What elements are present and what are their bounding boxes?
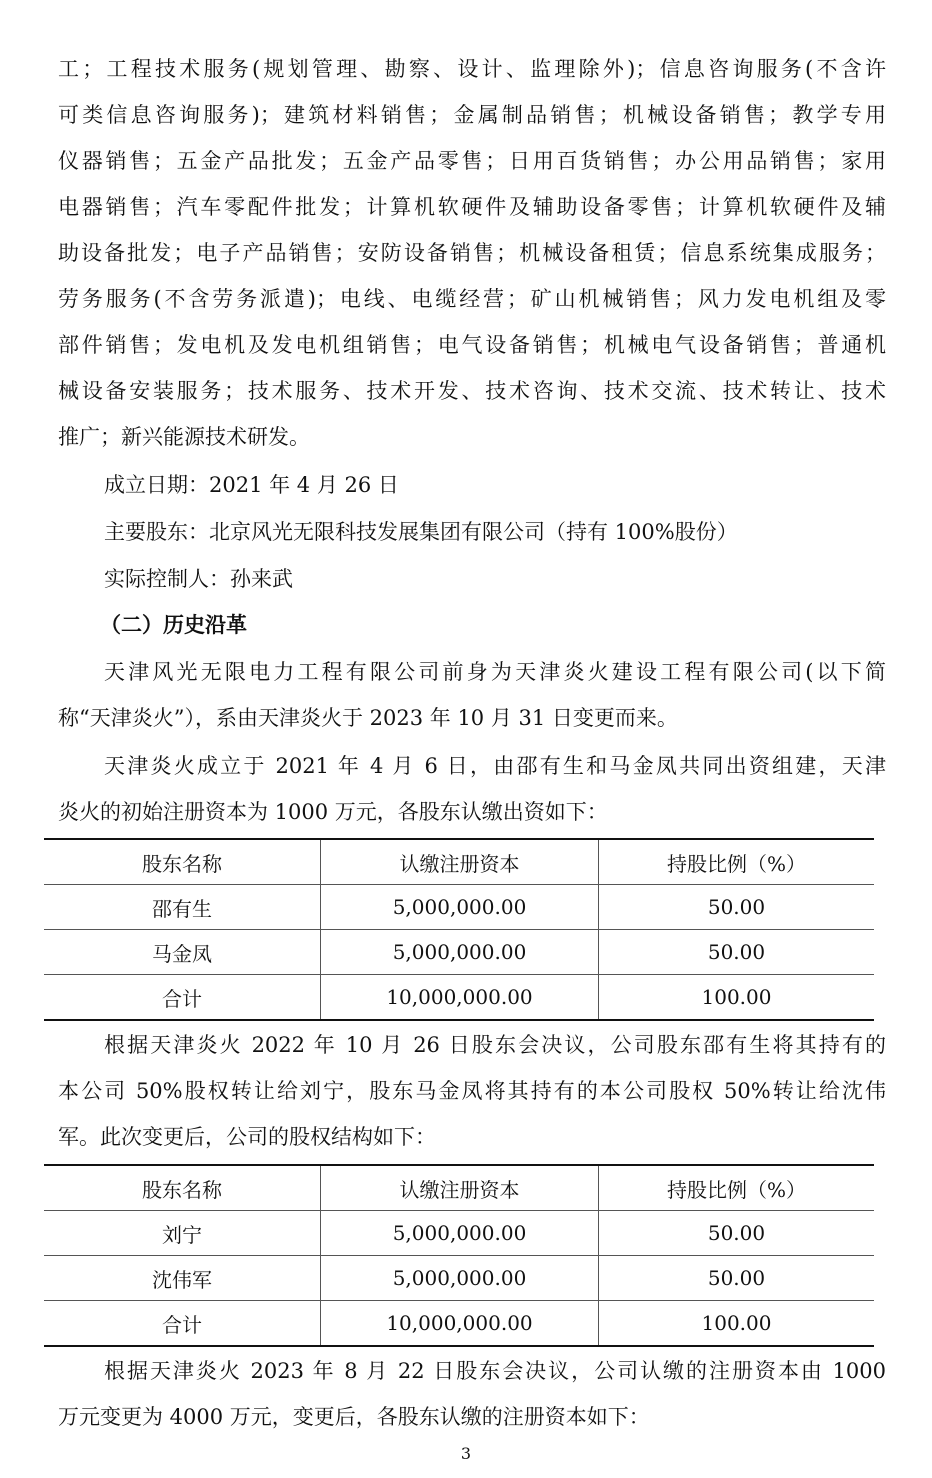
table-row [44, 930, 874, 975]
table-cell: 50.00 [599, 930, 875, 975]
table-header: 持股比例（%） [599, 839, 875, 885]
shareholder-table-after-transfer [44, 1164, 874, 1347]
history-paragraph-4: 根据天津炎火 2023 年 8 月 22 日股东会决议，公司认缴的注册资本由 1000 [104, 1359, 886, 1383]
actual-controller: 实际控制人：孙来武 [104, 567, 293, 591]
table-cell: 10,000,000.00 [321, 975, 599, 1021]
table-cell: 5,000,000.00 [321, 1256, 599, 1301]
history-paragraph-2: 天津炎火成立于 2021 年 4 月 6 日，由邵有生和马金凤共同出资组建，天津 [104, 754, 886, 778]
table-cell: 10,000,000.00 [321, 1301, 599, 1347]
history-paragraph-1: 称“天津炎火”），系由天津炎火于 2023 年 10 月 31 日变更而来。 [58, 706, 678, 730]
history-paragraph-4: 万元变更为 4000 万元，变更后，各股东认缴的注册资本如下： [58, 1405, 650, 1429]
table-cell: 50.00 [599, 1211, 875, 1256]
table-header: 认缴注册资本 [321, 1165, 599, 1211]
table-cell: 5,000,000.00 [321, 885, 599, 930]
scope-line: 电器销售；汽车零配件批发；计算机软硬件及辅助设备零售；计算机软硬件及辅 [58, 195, 886, 219]
table-cell: 沈伟军 [44, 1256, 321, 1301]
page-number: 3 [460, 1444, 472, 1463]
table-header: 股东名称 [44, 1165, 321, 1211]
table-cell: 50.00 [599, 885, 875, 930]
scope-line: 推广；新兴能源技术研发。 [58, 425, 310, 449]
scope-line: 械设备安装服务；技术服务、技术开发、技术咨询、技术交流、技术转让、技术 [58, 379, 886, 403]
table-cell: 50.00 [599, 1256, 875, 1301]
scope-line: 助设备批发；电子产品销售；安防设备销售；机械设备租赁；信息系统集成服务； [58, 241, 886, 265]
main-shareholder: 主要股东：北京风光无限科技发展集团有限公司（持有 100%股份） [104, 520, 738, 544]
table-header: 持股比例（%） [599, 1165, 875, 1211]
table-row [44, 885, 874, 930]
history-paragraph-3: 本公司 50%股权转让给刘宁，股东马金凤将其持有的本公司股权 50%转让给沈伟 [58, 1079, 886, 1103]
table-cell: 刘宁 [44, 1211, 321, 1256]
history-paragraph-2: 炎火的初始注册资本为 1000 万元，各股东认缴出资如下： [58, 800, 608, 824]
table-header: 股东名称 [44, 839, 321, 885]
scope-line: 劳务服务(不含劳务派遣)；电线、电缆经营；矿山机械销售；风力发电机组及零 [58, 287, 886, 311]
table-cell: 邵有生 [44, 885, 321, 930]
table-cell: 5,000,000.00 [321, 930, 599, 975]
table-cell: 马金凤 [44, 930, 321, 975]
table-cell: 合计 [44, 1301, 321, 1347]
scope-line: 工；工程技术服务(规划管理、勘察、设计、监理除外)；信息咨询服务(不含许 [58, 57, 886, 81]
table-cell: 100.00 [599, 975, 875, 1021]
table-cell: 5,000,000.00 [321, 1211, 599, 1256]
scope-line: 仪器销售；五金产品批发；五金产品零售；日用百货销售；办公用品销售；家用 [58, 149, 886, 173]
table-row-total [44, 1301, 874, 1347]
scope-line: 部件销售；发电机及发电机组销售；电气设备销售；机械电气设备销售；普通机 [58, 333, 886, 357]
table-cell: 合计 [44, 975, 321, 1021]
shareholder-table-initial [44, 838, 874, 1021]
scope-line: 可类信息咨询服务)；建筑材料销售；金属制品销售；机械设备销售；教学专用 [58, 103, 886, 127]
table-cell: 100.00 [599, 1301, 875, 1347]
established-date: 成立日期：2021 年 4 月 26 日 [104, 473, 399, 497]
table-header: 认缴注册资本 [321, 839, 599, 885]
history-paragraph-1: 天津风光无限电力工程有限公司前身为天津炎火建设工程有限公司(以下简 [104, 660, 886, 684]
table-row [44, 1211, 874, 1256]
history-paragraph-3: 军。此次变更后，公司的股权结构如下： [58, 1125, 436, 1149]
table-row [44, 1256, 874, 1301]
history-paragraph-3: 根据天津炎火 2022 年 10 月 26 日股东会决议，公司股东邵有生将其持有的 [104, 1033, 886, 1057]
table-row-total [44, 975, 874, 1021]
section-heading: （二）历史沿革 [100, 612, 247, 637]
